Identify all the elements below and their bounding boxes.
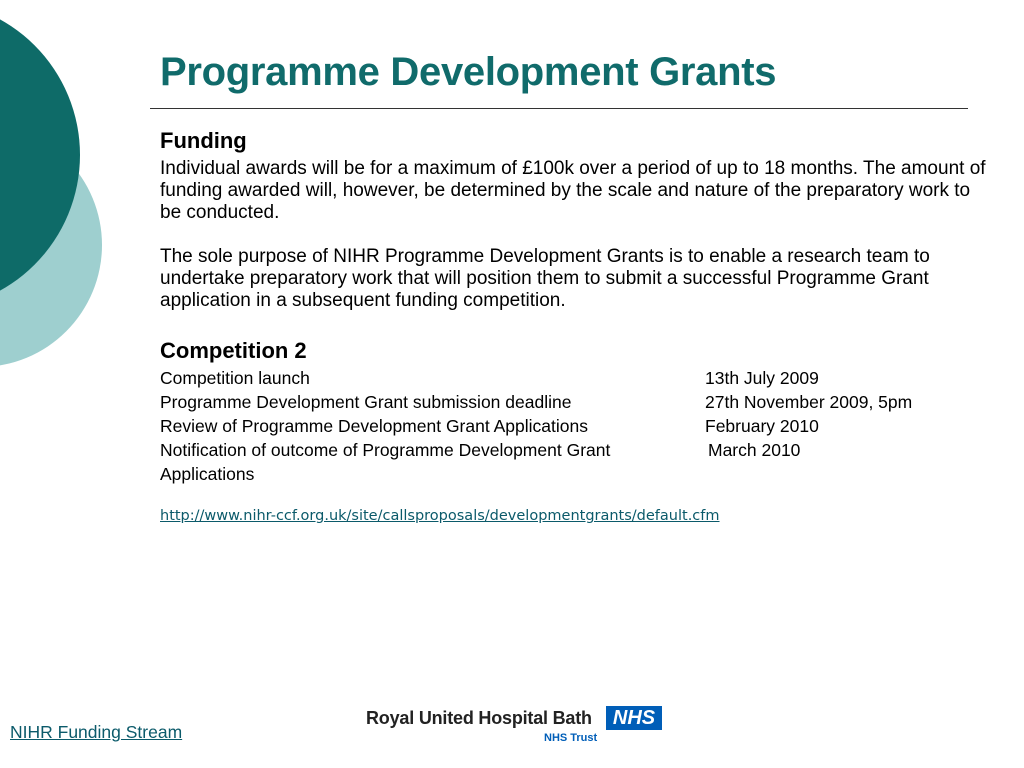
- decorative-circles: [0, 0, 110, 400]
- schedule-row: [160, 390, 990, 414]
- schedule-row: [160, 366, 990, 390]
- schedule-label: Programme Development Grant submission deadline: [160, 392, 572, 412]
- schedule-label-continuation: Applications: [160, 464, 255, 484]
- slide-body: [160, 126, 990, 524]
- nhs-logo-icon: NHS: [606, 706, 662, 730]
- development-grants-link[interactable]: http://www.nihr-ccf.org.uk/site/callsproposals/developmentgrants/default.cfm: [160, 508, 720, 524]
- hospital-logo: [366, 706, 666, 746]
- logo-trust-label: NHS Trust: [544, 732, 598, 744]
- slide-title: Programme Development Grants: [160, 50, 777, 94]
- title-divider: [150, 108, 968, 109]
- nihr-funding-stream-link[interactable]: NIHR Funding Stream: [10, 722, 183, 742]
- funding-heading: Funding: [160, 128, 247, 153]
- schedule-date: 27th November 2009, 5pm: [705, 392, 913, 412]
- funding-paragraph-2: The sole purpose of NIHR Programme Development Grants is to enable a research team to undertake preparatory work that will position them to submit a successful Programme Grant application in a subsequent funding competition.: [160, 246, 930, 311]
- schedule-row: [160, 414, 990, 438]
- schedule-date: March 2010: [708, 440, 801, 460]
- schedule-row: [160, 438, 990, 462]
- schedule-label: Review of Programme Development Grant Applications: [160, 416, 588, 436]
- schedule-date: 13th July 2009: [705, 368, 819, 388]
- schedule-date: February 2010: [705, 416, 819, 436]
- competition-heading: Competition 2: [160, 338, 307, 363]
- schedule-label: Notification of outcome of Programme Development Grant: [160, 440, 611, 460]
- schedule-label: Competition launch: [160, 368, 310, 388]
- funding-paragraph-1: Individual awards will be for a maximum of £100k over a period of up to 18 months. The amount of funding awarded will, however, be determined by the scale and nature of the preparatory work to be conducted.: [160, 158, 986, 223]
- logo-hospital-name: Royal United Hospital Bath: [366, 708, 592, 728]
